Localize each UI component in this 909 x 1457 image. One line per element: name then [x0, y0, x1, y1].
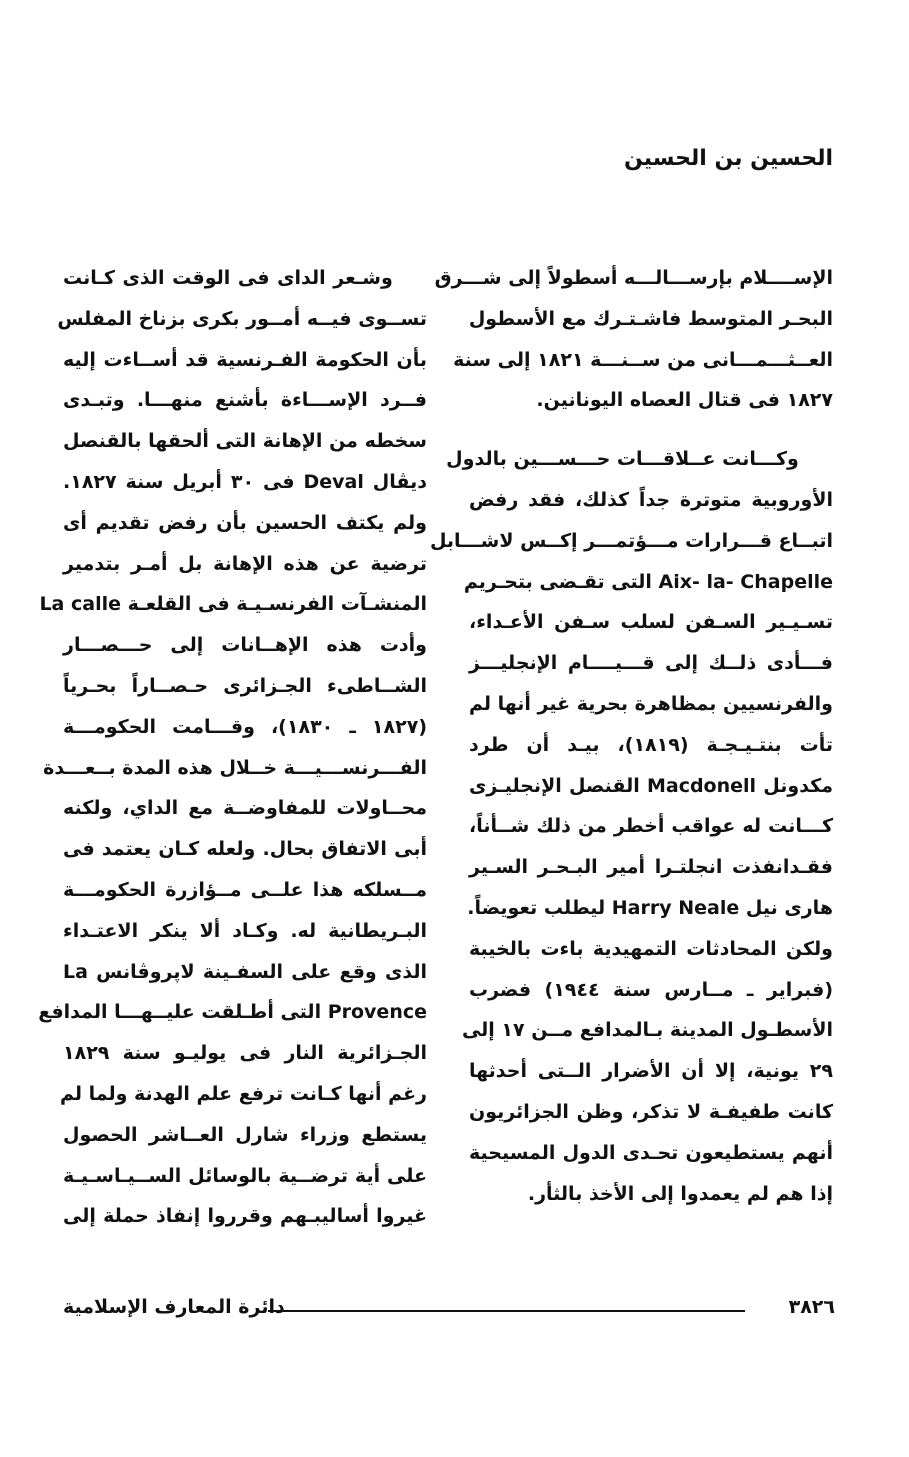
text-line: مكدونل Macdonell القنصل الإنجليـزى — [469, 774, 833, 797]
text-line: مــسلكه هذا علــى مــؤازرة الحكومـــة — [63, 878, 427, 901]
text-line: اتبــاع قـــرارات مـــؤتمـــر إكــس لاشـــابل — [429, 529, 833, 552]
text-line: يستطع وزراء شارل العــاشر الحصول — [63, 1123, 427, 1146]
text-line: إذا هم لم يعمدوا إلى الأخذ بالثأر. — [527, 1182, 833, 1205]
text-line: البحـر المتوسط فاشـتـرك مع الأسطول — [468, 307, 833, 330]
text-line: سخطه من الإهانة التى ألحقها بالقنصل — [63, 430, 427, 453]
text-line: ولم يكتف الحسين بأن رفض تقديم أى — [63, 511, 427, 534]
text-line: والفرنسيين بمظاهرة بحرية غير أنها لم — [468, 692, 833, 715]
text-line: Provence التى أطـلقت عليــهـــا المدافع — [38, 1001, 427, 1024]
text-line: الشــاطىء الجـزائرى حـصــاراً بحـرياً — [63, 674, 427, 697]
text-line: الجـزائرية النار فى يوليـو سنة ١٨٢٩ — [63, 1042, 427, 1065]
text-line: ولكن المحادثات التمهيدية باءت بالخيبة — [469, 937, 833, 960]
text-line: (فبراير ـ مــارس سنة ١٩٤٤) فضرب — [469, 978, 834, 1001]
text-line: غيروا أساليبـهم وقرروا إنفاذ حملة إلى — [63, 1205, 427, 1228]
text-line: الأوروبية متوترة جداً كذلك، فقد رفض — [469, 488, 833, 511]
paragraph — [429, 439, 834, 1214]
text-line: ١٨٢٧ فى قتال العصاه اليونانين. — [536, 389, 833, 412]
text-line: أنهم يستطيعون تحـدى الدول المسيحية — [469, 1141, 833, 1164]
text-line: فقـدانفذت انجلتـرا أمير البـحـر السـير — [469, 856, 833, 879]
text-line: أبى الاتفاق بحال. ولعله كـان يعتمد فى — [63, 838, 427, 861]
text-line: وكـــانت عــلاقـــات حـــســـين بالدول — [446, 448, 799, 471]
text-line: المنشـآت الفرنسـيـة فى القلعـة La calle — [39, 593, 427, 616]
text-line: وأدت هذه الإهــانات إلى حـــصـــار — [63, 634, 427, 657]
left-column — [38, 258, 427, 1237]
text-line: تســوى فيــه أمــور بكرى بزناخ المفلس — [57, 307, 427, 330]
text-line: هارى نيل Harry Neale ليطلب تعويضاً. — [467, 896, 833, 919]
text-line: العــثـــمـــانى من ســنـــة ١٨٢١ إلى سنة — [453, 348, 833, 371]
text-line: وشـعر الداى فى الوقت الذى كـانت — [63, 267, 393, 289]
text-line: فــرد الإســـاءة بأشنع منهـــا. وتبـدى — [63, 389, 427, 412]
text-line: Aix- la- Chapelle التى تقـضى بتحـريم — [463, 570, 833, 593]
text-line: تسـيـير السـفن لسلب سـفن الأعـداء، — [469, 611, 833, 634]
paragraph — [38, 258, 427, 1237]
text-line: كانت طفيفـة لا تذكر، وظن الجزائريون — [469, 1100, 833, 1123]
journal-title: دائرة المعارف الإسلامية — [63, 1296, 285, 1318]
text-line: ديڤال Deval فى ٣٠ أبريل سنة ١٨٢٧. — [63, 470, 427, 493]
right-column — [429, 258, 834, 1214]
text-line: بأن الحكومة الفـرنسية قد أســاءت إليه — [63, 348, 427, 371]
text-line: فـــأدى ذلــك إلى قـــيــــام الإنجليـــز — [469, 652, 833, 675]
text-line: رغم أنها كـانت ترفع علم الهدنة ولما لم — [59, 1082, 427, 1105]
text-line: الفـــرنســـيـــة خــلال هذه المدة بــعـــدة — [43, 756, 427, 779]
text-line: الإســــلام بإرســـالـــه أسطولاً إلى شـــرق — [434, 267, 833, 289]
text-line: (١٨٢٧ ـ ١٨٣٠)، وقـــامت الحكومـــة — [63, 715, 427, 738]
text-line: محــاولات للمفاوضــة مع الداي، ولكنه — [63, 797, 427, 820]
paragraph — [434, 258, 833, 421]
running-head: الحسين بن الحسين — [623, 146, 833, 171]
text-line: تأت بنتـيـجـة (١٨١٩)، بيـد أن طرد — [469, 733, 834, 756]
footer-rule — [268, 1310, 745, 1312]
text-line: على أية ترضــية بالوسائل الســيـاسـيـة — [63, 1164, 427, 1187]
page-footer — [63, 1296, 835, 1324]
text-line: ترضية عن هذه الإهانة بل أمـر بتدمير — [63, 552, 427, 575]
text-line: كـــانت له عواقب أخطر من ذلك شــأناً، — [469, 815, 833, 838]
text-line: الذى وقع على السفـينة لاپروڤانس La — [63, 960, 427, 983]
text-line: الأسطـول المدينة بـالمدافع مــن ١٧ إلى — [461, 1019, 833, 1042]
page-number: ٣٨٢٦ — [788, 1296, 835, 1318]
text-line: ٢٩ يونية، إلا أن الأضرار الــتى أحدثها — [469, 1060, 833, 1083]
text-line: البـريطانية له. وكـاد ألا ينكر الاعتـداء — [63, 919, 427, 942]
